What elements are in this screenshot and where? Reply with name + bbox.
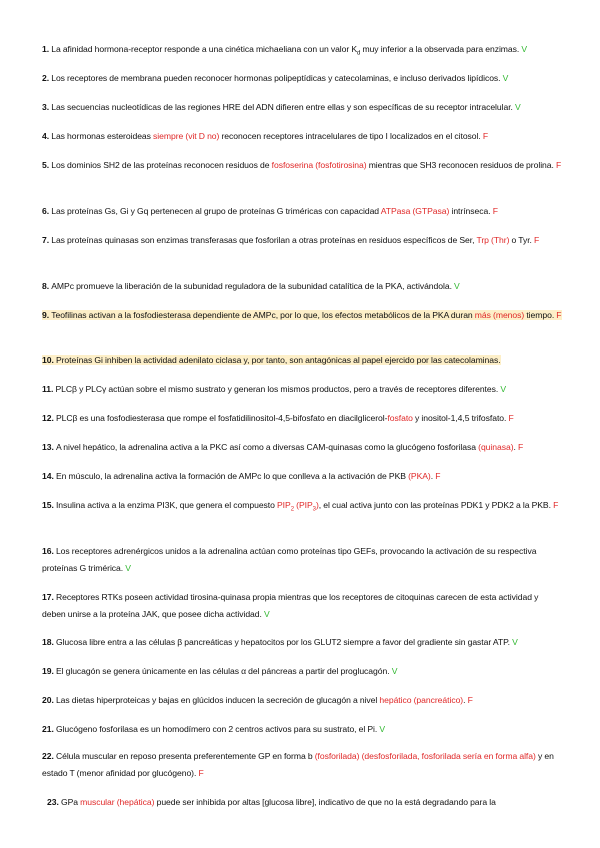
- text-segment: , el cual activa junto con las proteínas PDK1 y PDK2 a la PKB.: [318, 500, 551, 510]
- question-text: [42, 592, 538, 619]
- question-text: [42, 666, 397, 676]
- answer-true-mark: V: [500, 73, 509, 83]
- text-segment: En músculo, la adrenalina activa la formación de AMPc lo que conlleva a la activación de PKB: [55, 471, 409, 481]
- text-segment: Célula muscular en reposo presenta preferentemente GP en forma b: [55, 751, 315, 761]
- correction-text: (quinasa): [478, 442, 514, 452]
- text-segment: AMPc promueve la liberación de la subunidad reguladora de la subunidad catalítica de la PKA, activándola.: [51, 281, 452, 291]
- question-text: [42, 413, 514, 423]
- text-segment: tiempo.: [524, 310, 555, 320]
- text-segment: Insulina activa a la enzima PI3K, que genera el compuesto: [55, 500, 277, 510]
- correction-text: Trp (Thr): [476, 235, 510, 245]
- answer-true-mark: V: [261, 609, 270, 619]
- answer-false-mark: F: [550, 500, 559, 510]
- answer-false-mark: F: [490, 206, 498, 216]
- question-13: [42, 439, 562, 456]
- question-number: 6.: [42, 206, 52, 216]
- text-segment: Las proteínas quinasas son enzimas transferasas que fosforilan a otras proteínas en residuos específicos de Ser,: [51, 235, 477, 245]
- question-3: [42, 99, 562, 116]
- correction-text: fosfato: [387, 413, 413, 423]
- correction-text: 2: [290, 506, 294, 513]
- correction-text: (PIP: [294, 500, 313, 510]
- question-1: [42, 41, 562, 58]
- answer-false-mark: F: [506, 413, 514, 423]
- question-text: [42, 637, 518, 647]
- question-text: [42, 355, 501, 365]
- text-segment: .: [513, 442, 516, 452]
- question-number: 20.: [42, 695, 56, 705]
- question-20: [42, 692, 562, 709]
- answer-true-mark: V: [510, 637, 518, 647]
- text-segment: y en estado T (menor afinidad por glucógeno).: [42, 751, 554, 778]
- question-text: [42, 281, 460, 291]
- correction-text: ATPasa (GTPasa): [380, 206, 450, 216]
- question-text: [42, 131, 488, 141]
- question-text: [42, 500, 559, 513]
- question-number: 18.: [42, 637, 56, 647]
- text-segment: Las secuencias nucleotídicas de las regiones HRE del ADN difieren entre ellas y son específicas de su receptor intracelular.: [51, 102, 513, 112]
- question-5: [42, 157, 562, 174]
- question-number: 3.: [42, 102, 52, 112]
- text-segment: Los receptores adrenérgicos unidos a la adrenalina actúan como proteínas tipo GEFs, provocando la activación de su respectiva proteínas G trimérica.: [42, 546, 537, 573]
- question-text: [42, 102, 521, 112]
- question-text: [42, 724, 385, 734]
- question-23: [47, 794, 567, 811]
- text-segment: Los dominios SH2 de las proteínas reconocen residuos de: [51, 160, 272, 170]
- text-segment: d: [357, 50, 361, 57]
- answer-false-mark: F: [531, 235, 540, 245]
- correction-text: PIP: [277, 500, 291, 510]
- question-16: [42, 543, 562, 577]
- answer-false-mark: F: [196, 768, 204, 778]
- answer-true-mark: V: [498, 384, 507, 394]
- question-6: [42, 203, 562, 220]
- question-number: 4.: [42, 131, 52, 141]
- question-number: 21.: [42, 724, 56, 734]
- correction-text: (fosforilada) (desfosforilada, fosforilada sería en forma alfa): [314, 751, 536, 761]
- question-18: [42, 634, 562, 651]
- question-text: [42, 310, 562, 320]
- text-segment: Teofilinas activan a la fosfodiesterasa dependiente de AMPc, por lo que, los efectos metabólicos de la PKA duran: [51, 310, 475, 320]
- question-text: [42, 471, 440, 481]
- question-text: [42, 206, 498, 216]
- answer-true-mark: V: [519, 44, 528, 54]
- text-segment: Glucosa libre entra a las células β pancreáticas y hepatocitos por los GLUT2 siempre a favor del gradiente sin gastar ATP.: [55, 637, 510, 647]
- answer-false-mark: F: [554, 310, 562, 320]
- question-2: [42, 70, 562, 87]
- question-15: [42, 497, 562, 514]
- question-text: [42, 751, 554, 778]
- answer-true-mark: V: [123, 563, 131, 573]
- answer-false-mark: F: [515, 442, 524, 452]
- text-segment: A nivel hepático, la adrenalina activa a la PKC así como a diversas CAM-quinasas como la glucógeno fosforilasa: [55, 442, 479, 452]
- text-segment: Proteínas Gi inhiben la actividad adenilato ciclasa y, por tanto, son antagónicas al papel ejercido por las catecolaminas.: [55, 355, 501, 365]
- answer-false-mark: F: [465, 695, 473, 705]
- question-number: 22.: [42, 751, 56, 761]
- question-number: 16.: [42, 546, 56, 556]
- question-text: [42, 442, 523, 452]
- question-12: [42, 410, 562, 427]
- question-text: [42, 160, 561, 170]
- text-segment: .: [430, 471, 434, 481]
- question-7: [42, 232, 562, 249]
- text-segment: La afinidad hormona-receptor responde a una cinética michaeliana con un valor K: [51, 44, 358, 54]
- question-number: 12.: [42, 413, 56, 423]
- question-text: [42, 44, 528, 57]
- question-number: 15.: [42, 500, 56, 510]
- text-segment: Las dietas hiperproteicas y bajas en glúcidos inducen la secreción de glucagón a nivel: [55, 695, 380, 705]
- text-segment: Glucógeno fosforilasa es un homodímero con 2 centros activos para su sustrato, el Pi.: [55, 724, 378, 734]
- answer-true-mark: V: [451, 281, 460, 291]
- correction-text: ): [315, 500, 319, 510]
- question-number: 23.: [47, 797, 61, 807]
- text-segment: muy inferior a la observada para enzimas.: [360, 44, 520, 54]
- text-segment: intrínseca.: [449, 206, 491, 216]
- correction-text: fosfoserina (fosfotirosina): [271, 160, 367, 170]
- correction-text: 3: [312, 506, 316, 513]
- text-segment: PLCβ es una fosfodiesterasa que rompe el fosfatidilinositol-4,5-bifosfato en diacilglicerol-: [55, 413, 388, 423]
- text-segment: El glucagón se genera únicamente en las células α del páncreas a partir del proglucagón.: [55, 666, 390, 676]
- text-segment: PLCβ y PLCγ actúan sobre el mismo sustrato y generan los mismos productos, pero a través de receptores diferentes.: [55, 384, 499, 394]
- question-text: [42, 546, 536, 573]
- question-19: [42, 663, 562, 680]
- correction-text: muscular (hepática): [80, 797, 155, 807]
- question-11: [42, 381, 562, 398]
- question-text: [42, 695, 473, 705]
- question-14: [42, 468, 562, 485]
- answer-true-mark: V: [512, 102, 521, 112]
- answer-true-mark: V: [377, 724, 386, 734]
- text-segment: .: [463, 695, 466, 705]
- question-number: 8.: [42, 281, 52, 291]
- question-text: [42, 384, 506, 394]
- text-segment: Las hormonas esteroideas: [51, 131, 154, 141]
- question-number: 1.: [42, 44, 52, 54]
- question-4: [42, 128, 562, 145]
- answer-false-mark: F: [480, 131, 489, 141]
- correction-text: (PKA): [408, 471, 431, 481]
- question-text: [47, 797, 496, 807]
- question-number: 7.: [42, 235, 52, 245]
- question-number: 13.: [42, 442, 56, 452]
- text-segment: Los receptores de membrana pueden reconocer hormonas polipeptídicas y catecolaminas, e incluso derivados lipídicos.: [51, 73, 501, 83]
- question-number: 9.: [42, 310, 52, 320]
- question-number: 2.: [42, 73, 52, 83]
- question-text: [42, 73, 508, 83]
- correction-text: siempre (vit D no): [153, 131, 220, 141]
- text-segment: reconocen receptores intracelulares de tipo I localizados en el citosol.: [219, 131, 481, 141]
- question-10: [42, 352, 562, 369]
- text-segment: Las proteínas Gs, Gi y Gq pertenecen al grupo de proteínas G triméricas con capacidad: [51, 206, 381, 216]
- answer-false-mark: F: [553, 160, 562, 170]
- text-segment: y inositol-1,4,5 trifosfato.: [412, 413, 507, 423]
- text-segment: GPa: [60, 797, 81, 807]
- text-segment: Receptores RTKs poseen actividad tirosina-quinasa propia mientras que los receptores de citoquinas carecen de esta actividad y deben unirse a la proteína JAK, que posee dicha actividad.: [42, 592, 539, 619]
- question-17: [42, 589, 562, 623]
- answer-false-mark: F: [433, 471, 441, 481]
- question-22: [42, 748, 562, 782]
- correction-text: más (menos): [474, 310, 525, 320]
- question-number: 17.: [42, 592, 56, 602]
- text-segment: puede ser inhibida por altas [glucosa libre], indicativo de que no la está degradando para la: [154, 797, 496, 807]
- question-8: [42, 278, 562, 295]
- correction-text: hepático (pancreático): [379, 695, 464, 705]
- question-text: [42, 235, 539, 245]
- text-segment: mientras que SH3 reconocen residuos de prolina.: [366, 160, 554, 170]
- question-21: [42, 721, 562, 738]
- question-number: 5.: [42, 160, 52, 170]
- question-number: 10.: [42, 355, 56, 365]
- text-segment: o Tyr.: [509, 235, 532, 245]
- question-number: 19.: [42, 666, 56, 676]
- question-9: [42, 307, 562, 324]
- question-number: 11.: [42, 384, 56, 394]
- question-number: 14.: [42, 471, 56, 481]
- answer-true-mark: V: [389, 666, 398, 676]
